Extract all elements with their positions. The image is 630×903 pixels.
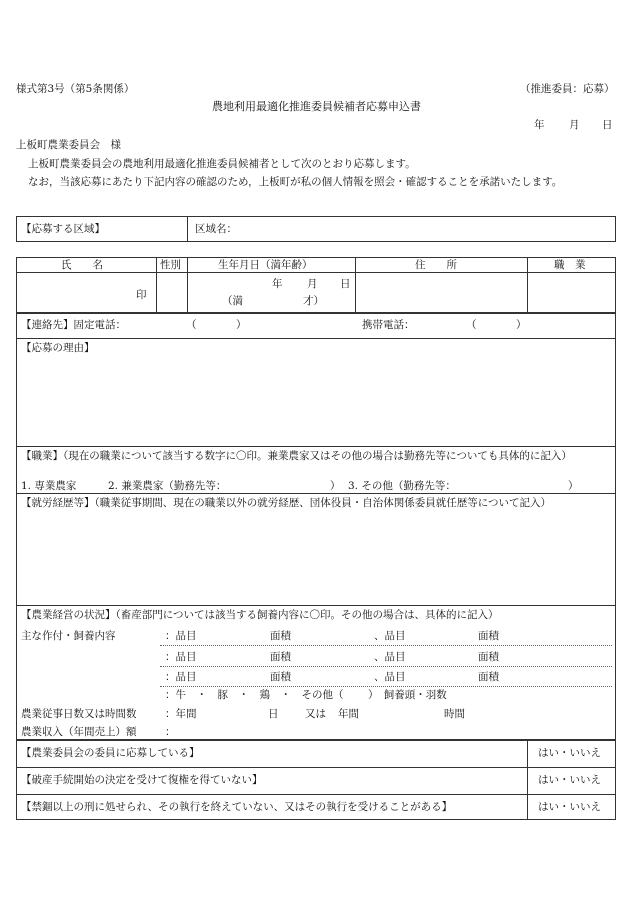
header-birthdate: 生年月日（満年齢） [218,259,313,271]
occupation-opt-3-close: ） [568,480,579,492]
birth-year: 年 [272,278,283,290]
crop-item-2a: ：品目 [165,651,197,663]
seal-mark: 印 [136,289,147,301]
occupation-opt-2: 2. 兼業農家（勤務先等： [108,480,227,492]
check-answer-1[interactable]: はい・いいえ [538,747,601,759]
occupation-opt-1: 1. 専業農家 [21,480,77,492]
occupation-opt-3: 3. その他（勤務先等： [348,480,456,492]
mobile-label: 携帯電話： [362,319,415,331]
occupation-opt-2-close: ） [330,480,341,492]
check-answer-3[interactable]: はい・いいえ [538,801,601,813]
occupation-label: 【職業】（現在の職業について該当する数字に〇印。兼業農家又はその他の場合は勤務先等についても具体的に記入） [21,450,572,462]
check-answer-2[interactable]: はい・いいえ [538,774,601,786]
days-or: 又は [305,708,326,720]
area-box [16,216,616,242]
crop-item-1a: ：品目 [165,630,197,642]
check-label-1: 【農業委員会の委員に応募している】 [21,747,200,759]
livestock-count: ） 飼養頭・羽数 [368,689,447,701]
area-name-label: 区域名： [195,223,237,235]
mobile-paren-close: ） [516,319,527,331]
intro-line-1: 上板町農業委員会の農地利用最適化推進委員候補者として次のとおり応募します。 [28,158,416,170]
check-label-2: 【破産手続開始の決定を受けて復権を得ていない】 [21,774,263,786]
crop-area-3a: 面積 [270,671,291,683]
addressee: 上板町農業委員会 様 [16,139,121,151]
date-month: 月 [569,119,580,131]
crop-item-3b: 、品目 [374,671,406,683]
phone-paren-open: （ [186,319,197,331]
crop-item-1b: 、品目 [374,630,406,642]
birth-age-close: 才） [303,295,324,307]
crops-label: 主な作付・飼養内容 [21,630,116,642]
days-year: ：年間 [165,708,197,720]
contact-label: 【連絡先】固定電話： [21,319,126,331]
reason-label: 【応募の理由】 [21,342,95,354]
crop-area-1b: 面積 [478,630,499,642]
career-label: 【就労経歴等】（職業従事期間、現在の職業以外の就労経歴、団体役員・自治体関係委員就任歴等について記入） [21,497,552,509]
livestock-options: ：牛 ・ 豚 ・ 鶏 ・ その他（ [165,689,344,701]
form-title: 農地利用最適化推進委員候補者応募申込書 [212,100,421,113]
header-occupation: 職 業 [554,259,586,271]
crop-area-2b: 面積 [478,651,499,663]
crop-item-3a: ：品目 [165,671,197,683]
phone-paren-close: ） [236,319,247,331]
intro-line-2: なお，当該応募にあたり下記内容の確認のため，上板町が私の個人情報を照会・確認することを承諾いたします。 [28,176,563,188]
crop-area-2a: 面積 [270,651,291,663]
days-year-2: 年間 [338,708,359,720]
birth-age-open: （満 [222,295,243,307]
crop-area-3b: 面積 [478,671,499,683]
area-label: 【応募する区域】 [21,223,105,235]
date-day: 日 [602,119,613,131]
income-label: 農業収入（年間売上）額 [21,726,137,738]
main-form-block [16,313,616,740]
mobile-paren-open: （ [466,319,477,331]
form-category: （推進委員：応募） [520,83,615,95]
days-label: 農業従事日数又は時間数 [21,708,137,720]
farming-label: 【農業経営の状況】（畜産部門については該当する飼養内容に〇印。その他の場合は、具体的に記入） [21,609,499,621]
header-address: 住 所 [415,259,457,271]
crop-item-2b: 、品目 [374,651,406,663]
days-hours: 時間 [444,708,465,720]
crop-area-1a: 面積 [270,630,291,642]
income-colon: ： [165,726,176,738]
birth-day: 日 [340,278,351,290]
birth-month: 月 [307,278,318,290]
check-label-3: 【禁錮以上の刑に処せられ、その執行を終えていない、又はその執行を受けることがある】 [21,801,453,813]
date-year: 年 [534,119,545,131]
header-name: 氏 名 [61,259,103,271]
days-unit: 日 [268,708,279,720]
form-number: 様式第3号（第5条関係） [16,83,135,95]
header-gender: 性別 [160,259,181,271]
